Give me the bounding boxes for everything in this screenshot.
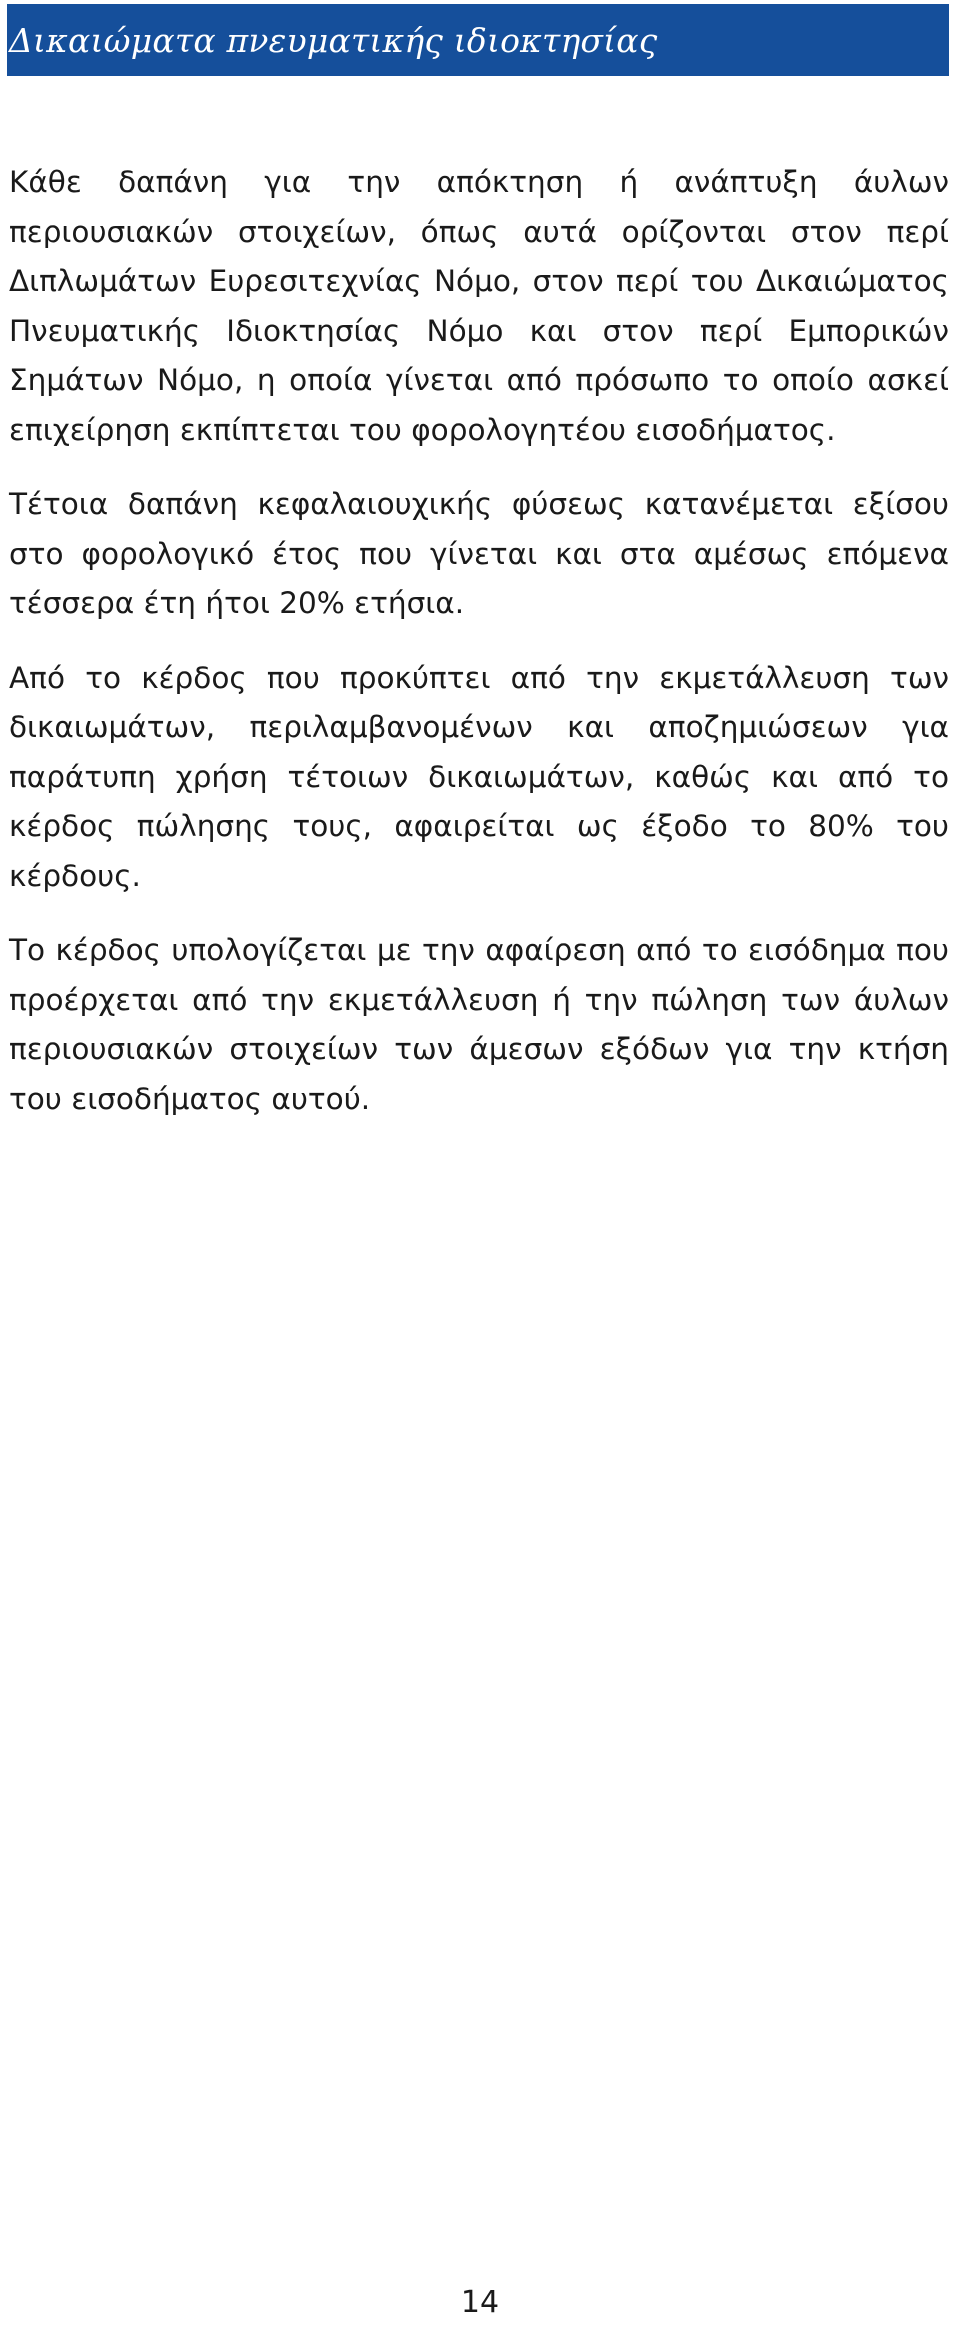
paragraph-capital-allocation: Τέτοια δαπάνη κεφαλαιουχικής φύσεως κατανέμεται εξίσου στο φορολογικό έτος που γίνεται και στα αμέσως επόμενα τέσσερα έτη ήτοι 20% ετήσια. [9,487,949,620]
paragraph-expense-deduction: Κάθε δαπάνη για την απόκτηση ή ανάπτυξη άυλων περιουσιακών στοιχείων, όπως αυτά ορίζονται στον περί Διπλωμάτων Ευρεσιτεχνίας Νόμο, στον περί του Δικαιώματος Πνευματικής Ιδιοκτησίας Νόμο και στον περί Εμπορικών Σημάτων Νόμο, η οποία γίνεται από πρόσωπο το οποίο ασκεί επιχείρηση εκπίπτεται του φορολογητέου εισοδήματος. [9,165,949,447]
page-title: Δικαιώματα πνευματικής ιδιοκτησίας [9,20,658,60]
section-header-bar [7,4,949,76]
page-number: 14 [460,2285,500,2320]
document-body [9,158,949,1149]
paragraph-profit-calculation: Το κέρδος υπολογίζεται με την αφαίρεση από το εισόδημα που προέρχεται από την εκμετάλλευση ή την πώληση των άυλων περιουσιακών στοιχείων των άμεσων εξόδων για την κτήση του εισοδήματος αυτού. [9,933,949,1116]
paragraph-profit-exploitation: Από το κέρδος που προκύπτει από την εκμετάλλευση των δικαιωμάτων, περιλαμβανομένων και αποζημιώσεων για παράτυπη χρήση τέτοιων δικαιωμάτων, καθώς και από το κέρδος πώλησης τους, αφαιρείται ως έξοδο το 80% του κέρδους. [9,660,949,893]
